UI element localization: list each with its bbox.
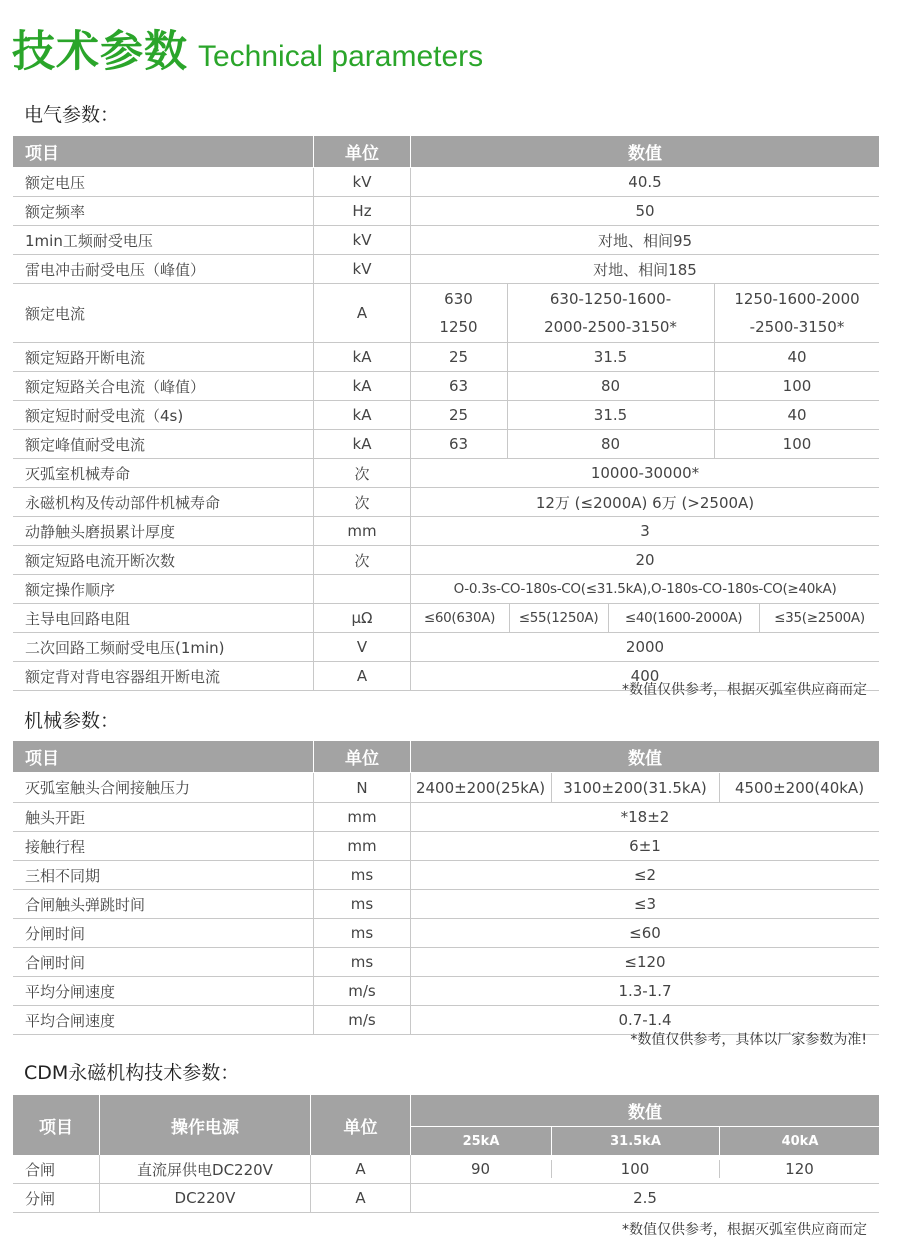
header-item: 项目	[25, 749, 59, 769]
row-item: 1min工频耐受电压	[25, 231, 153, 250]
table-row	[13, 861, 879, 890]
table-row	[13, 977, 879, 1006]
table-row	[13, 197, 879, 226]
row-unit: μΩ	[313, 604, 410, 632]
value-cell: 63	[448, 435, 469, 453]
row-unit: kA	[313, 372, 410, 400]
value-cell: 6±1	[410, 832, 879, 860]
table-row	[13, 430, 879, 459]
value-cell: 40	[714, 401, 880, 429]
value-cell: 25	[448, 406, 469, 424]
row-unit: V	[313, 633, 410, 661]
value-line: 630	[444, 290, 473, 308]
row-values	[410, 604, 879, 632]
row-power: DC220V	[99, 1184, 310, 1212]
table-row	[13, 488, 879, 517]
row-unit: kV	[313, 255, 410, 283]
row-unit: 次	[313, 488, 410, 516]
row-unit: A	[313, 662, 410, 690]
value-cell: 80	[507, 430, 714, 458]
row-item: 合闸	[25, 1160, 56, 1179]
row-unit	[313, 575, 410, 603]
header-unit: 单位	[313, 136, 410, 167]
row-unit: kV	[313, 226, 410, 254]
header-unit: 单位	[313, 741, 410, 772]
value-cell: *18±2	[410, 803, 879, 831]
value-cell: 90	[470, 1160, 491, 1178]
header-sub-40ka: 40kA	[719, 1127, 880, 1155]
value-cell	[411, 284, 507, 342]
row-unit: 次	[313, 459, 410, 487]
value-cell: 2400±200(25kA)	[415, 778, 546, 797]
row-item: 灭弧室触头合闸接触压力	[25, 779, 191, 797]
row-unit: m/s	[313, 1006, 410, 1034]
row-item: 额定短路开断电流	[25, 348, 146, 367]
row-values	[410, 430, 879, 458]
value-cell: 40.5	[410, 168, 879, 196]
row-item: 额定短时耐受电流（4s)	[25, 406, 184, 425]
mechanical-table	[13, 741, 879, 1035]
title-english: Technical parameters	[198, 40, 484, 73]
value-cell: 4500±200(40kA)	[719, 773, 880, 802]
table-row	[13, 255, 879, 284]
value-cell: 25	[448, 348, 469, 366]
value-cell: ≤2	[410, 861, 879, 889]
header-sub-25ka: 25kA	[462, 1133, 500, 1149]
table-row	[13, 773, 879, 803]
row-values	[410, 284, 879, 342]
value-cell: 63	[448, 377, 469, 395]
cdm-note: *数值仅供参考，根据灭弧室供应商而定	[622, 1222, 867, 1238]
electrical-note: *数值仅供参考，根据灭弧室供应商而定	[622, 682, 867, 698]
value-cell: 100	[551, 1160, 719, 1178]
row-item: 动静触头磨损累计厚度	[25, 522, 176, 541]
value-cell: 1.3-1.7	[410, 977, 879, 1005]
value-line: 630-1250-1600-	[549, 290, 672, 308]
row-item: 额定短路关合电流（峰值）	[25, 377, 206, 396]
value-cell: 12万 (≤2000A) 6万 (>2500A)	[410, 488, 879, 516]
value-cell: ≤3	[410, 890, 879, 918]
value-cell: 10000-30000*	[410, 459, 879, 487]
table-row	[13, 546, 879, 575]
row-item: 额定背对背电容器组开断电流	[25, 667, 221, 686]
row-unit: A	[310, 1155, 410, 1183]
row-item: 分闸	[25, 1189, 56, 1208]
value-line: 1250	[439, 318, 478, 336]
header-value-group	[410, 1095, 879, 1155]
value-cell: ≤60	[410, 919, 879, 947]
row-unit: m/s	[313, 977, 410, 1005]
table-row	[13, 1155, 879, 1184]
row-item: 雷电冲击耐受电压（峰值）	[25, 260, 206, 279]
table-row	[13, 1184, 879, 1213]
cdm-table	[13, 1095, 879, 1213]
table-row	[13, 401, 879, 430]
value-cell: ≤60(630A)	[423, 610, 496, 626]
table-row	[13, 343, 879, 372]
row-item: 主导电回路电阻	[25, 609, 131, 628]
value-cell: ≤40(1600-2000A)	[608, 604, 759, 632]
row-item: 额定频率	[25, 202, 86, 221]
row-values	[410, 372, 879, 400]
value-cell: ≤35(≥2500A)	[759, 604, 880, 632]
row-item: 二次回路工频耐受电压(1min)	[25, 638, 225, 657]
table-row	[13, 803, 879, 832]
value-cell: 3	[410, 517, 879, 545]
value-cell: 120	[719, 1160, 880, 1178]
value-cell: 3100±200(31.5kA)	[551, 773, 719, 802]
value-cell	[714, 284, 880, 342]
row-unit: ms	[313, 919, 410, 947]
electrical-table	[13, 136, 879, 691]
row-item: 额定短路电流开断次数	[25, 551, 176, 570]
value-cell: 400	[410, 662, 879, 690]
mechanical-note: *数值仅供参考，具体以厂家参数为准!	[630, 1032, 867, 1048]
row-item: 灭弧室机械寿命	[25, 464, 131, 483]
header-unit: 单位	[310, 1095, 410, 1155]
row-values	[410, 343, 879, 371]
header-row	[13, 136, 879, 168]
row-unit: 次	[313, 546, 410, 574]
row-unit: Hz	[313, 197, 410, 225]
row-power: 直流屏供电DC220V	[99, 1155, 310, 1183]
row-item: 额定操作顺序	[25, 580, 116, 599]
value-cell: 31.5	[507, 401, 714, 429]
header-item: 项目	[39, 1117, 73, 1138]
table-row	[13, 948, 879, 977]
row-item: 额定电压	[25, 173, 86, 192]
row-item: 额定峰值耐受电流	[25, 435, 146, 454]
row-unit: mm	[313, 517, 410, 545]
header-power: 操作电源	[99, 1095, 310, 1155]
row-unit: kA	[313, 430, 410, 458]
value-cell: 对地、相间185	[410, 255, 879, 283]
row-unit: ms	[313, 948, 410, 976]
table-row	[13, 575, 879, 604]
table-row	[13, 832, 879, 861]
table-row	[13, 168, 879, 197]
value-cell: 100	[714, 372, 880, 400]
row-item: 额定电流	[25, 304, 86, 323]
row-item: 平均分闸速度	[25, 982, 116, 1001]
table-row	[13, 226, 879, 255]
header-value: 数值	[411, 1095, 879, 1127]
value-cell: ≤55(1250A)	[509, 604, 608, 632]
row-item: 三相不同期	[25, 866, 101, 885]
value-cell: 100	[714, 430, 880, 458]
row-unit: mm	[313, 832, 410, 860]
value-cell	[507, 284, 714, 342]
row-values	[410, 401, 879, 429]
value-cell: 2000	[410, 633, 879, 661]
row-item: 永磁机构及传动部件机械寿命	[25, 493, 221, 512]
header-item: 项目	[25, 144, 59, 164]
header-value: 数值	[410, 741, 879, 772]
table-row	[13, 919, 879, 948]
row-unit: mm	[313, 803, 410, 831]
row-unit: N	[313, 773, 410, 802]
table-row	[13, 372, 879, 401]
row-unit: A	[310, 1184, 410, 1212]
value-line: -2500-3150*	[749, 318, 845, 336]
table-row	[13, 604, 879, 633]
row-item: 接触行程	[25, 837, 86, 856]
header-value: 数值	[410, 136, 879, 167]
value-cell: 50	[410, 197, 879, 225]
header-sub-31-5ka: 31.5kA	[551, 1127, 719, 1155]
value-cell: 对地、相间95	[410, 226, 879, 254]
row-unit: A	[313, 284, 410, 342]
row-item: 合闸时间	[25, 953, 86, 972]
page-title	[12, 18, 483, 78]
row-unit: kA	[313, 343, 410, 371]
cdm-heading: CDM永磁机构技术参数：	[24, 1062, 240, 1084]
row-item: 平均合闸速度	[25, 1011, 116, 1030]
value-cell: 0.7-1.4	[410, 1006, 879, 1034]
table-row	[13, 633, 879, 662]
row-unit: ms	[313, 890, 410, 918]
row-item: 触头开距	[25, 808, 86, 827]
value-cell: 80	[507, 372, 714, 400]
table-row	[13, 284, 879, 343]
row-item: 分闸时间	[25, 924, 86, 943]
title-chinese: 技术参数	[12, 27, 188, 77]
row-values	[410, 1155, 879, 1183]
value-cell: 40	[714, 343, 880, 371]
table-row	[13, 890, 879, 919]
value-line: 1250-1600-2000	[734, 290, 860, 308]
value-line: 2000-2500-3150*	[544, 318, 677, 336]
cdm-header-row	[13, 1095, 879, 1155]
table-row	[13, 459, 879, 488]
value-cell: 20	[410, 546, 879, 574]
table-row	[13, 517, 879, 546]
value-cell: O-0.3s-CO-180s-CO(≤31.5kA),O-180s-CO-180s-CO(≥40kA)	[410, 575, 879, 603]
row-unit: kV	[313, 168, 410, 196]
value-cell: 2.5	[410, 1184, 879, 1212]
value-cell: ≤120	[410, 948, 879, 976]
row-unit: kA	[313, 401, 410, 429]
row-item: 合闸触头弹跳时间	[25, 895, 146, 914]
row-unit: ms	[313, 861, 410, 889]
value-cell: 31.5	[507, 343, 714, 371]
electrical-heading: 电气参数：	[24, 104, 120, 126]
mechanical-heading: 机械参数：	[24, 710, 120, 732]
header-row	[13, 741, 879, 773]
row-values	[410, 773, 879, 802]
